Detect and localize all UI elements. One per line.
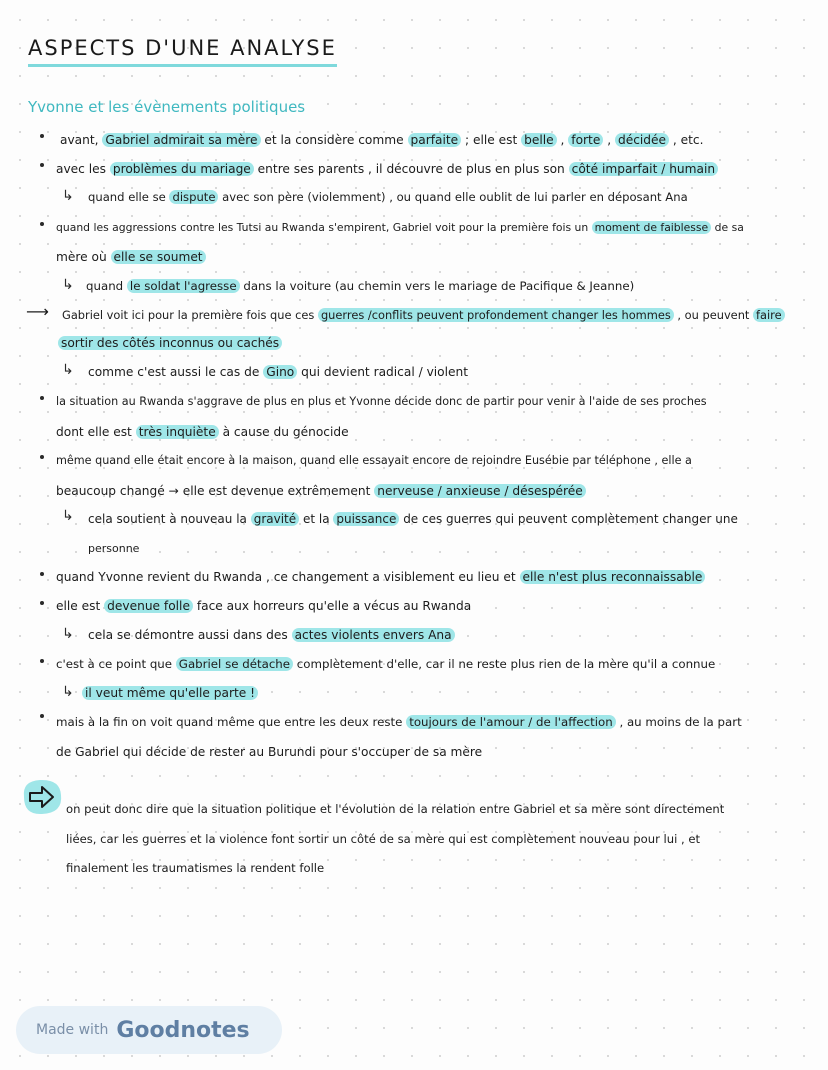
bullet-marker xyxy=(40,134,44,138)
right-arrow-icon: ⟶ xyxy=(26,302,49,321)
bullet-marker xyxy=(40,222,44,226)
note-line: avant, Gabriel admirait sa mère et la considère comme parfaite ; elle est belle , forte , décidée , etc. xyxy=(60,133,704,147)
note-line: la situation au Rwanda s'aggrave de plus en plus et Yvonne décide donc de partir pour venir à l'aide de ses proches xyxy=(56,395,707,408)
note-line: de Gabriel qui décide de rester au Burundi pour s'occuper de sa mère xyxy=(56,745,483,759)
note-line xyxy=(82,685,258,701)
bullet-marker xyxy=(40,455,44,459)
highlight: elle n'est plus reconnaissable xyxy=(520,570,706,584)
sub-arrow-icon: ↳ xyxy=(62,626,74,642)
bullet-marker xyxy=(40,714,44,718)
conclusion-line: on peut donc dire que la situation politique et l'évolution de la relation entre Gabriel et sa mère sont directement xyxy=(66,802,725,816)
highlight: elle se soumet xyxy=(111,250,206,264)
note-line: comme c'est aussi le cas de Gino qui devient radical / violent xyxy=(88,365,469,379)
note-line: elle est devenue folle face aux horreurs qu'elle a vécus au Rwanda xyxy=(56,599,472,613)
bullet-marker xyxy=(40,601,44,605)
sub-arrow-icon: ↳ xyxy=(62,508,74,524)
badge-prefix: Made with xyxy=(36,1022,109,1038)
sub-arrow-icon: ↳ xyxy=(62,684,74,700)
highlight: parfaite xyxy=(408,133,462,147)
conclusion-line: liées, car les guerres et la violence font sortir un côté de sa mère qui est complètement nouveau pour lui , et xyxy=(66,832,701,846)
highlight: belle xyxy=(521,133,557,147)
badge-brand: Goodnotes xyxy=(116,1017,250,1043)
highlight: sortir des côtés inconnus ou cachés xyxy=(58,336,282,350)
highlight: décidée xyxy=(615,133,669,147)
highlight: problèmes du mariage xyxy=(110,162,254,176)
note-line: c'est à ce point que Gabriel se détache complètement d'elle, car il ne reste plus rien de la mère qu'il a connue xyxy=(56,657,716,671)
note-line: dont elle est très inquiète à cause du génocide xyxy=(56,425,349,439)
highlight: le soldat l'agresse xyxy=(127,279,240,293)
bullet-marker xyxy=(40,659,44,663)
page-title: ASPECTS D'UNE ANALYSE xyxy=(28,36,337,67)
note-line: beaucoup changé → elle est devenue extrêmement nerveuse / anxieuse / désespérée xyxy=(56,483,586,499)
conclusion-arrow-icon xyxy=(20,777,64,817)
highlight: puissance xyxy=(333,512,399,526)
note-line: même quand elle était encore à la maison, quand elle essayait encore de rejoindre Eusébie par téléphone , elle a xyxy=(56,454,692,467)
bullet-marker xyxy=(40,396,44,400)
bullet-marker xyxy=(40,572,44,576)
arrow-icon: → xyxy=(168,484,179,498)
note-line: Gabriel voit ici pour la première fois que ces guerres /conflits peuvent profondement changer les hommes , ou peuvent faire xyxy=(62,307,785,323)
highlight: guerres /conflits peuvent profondement changer les hommes xyxy=(318,308,674,322)
highlight: actes violents envers Ana xyxy=(292,628,455,642)
note-line: mère où elle se soumet xyxy=(56,249,206,265)
bullet-marker xyxy=(40,163,44,167)
note-line: quand Yvonne revient du Rwanda , ce changement a visiblement eu lieu et elle n'est plus reconnaissable xyxy=(56,569,705,585)
note-line: mais à la fin on voit quand même que entre les deux reste toujours de l'amour / de l'affection , au moins de la part xyxy=(56,715,742,729)
note-line: cela soutient à nouveau la gravité et la puissance de ces guerres qui peuvent complètement changer une xyxy=(88,512,738,526)
highlight: faire xyxy=(753,308,785,322)
note-line: quand les aggressions contre les Tutsi au Rwanda s'empirent, Gabriel voit pour la première fois un moment de faiblesse de sa xyxy=(56,221,744,234)
note-line: quand elle se dispute avec son père (violemment) , ou quand elle oublit de lui parler en déposant Ana xyxy=(88,190,688,204)
conclusion-line: finalement les traumatismes la rendent folle xyxy=(66,861,325,875)
highlight: dispute xyxy=(169,190,218,204)
section-title: Yvonne et les évènements politiques xyxy=(28,98,306,116)
note-line: cela se démontre aussi dans des actes violents envers Ana xyxy=(88,627,455,643)
highlight: gravité xyxy=(251,512,299,526)
highlight: Gabriel se détache xyxy=(176,657,293,671)
sub-arrow-icon: ↳ xyxy=(62,362,74,378)
highlight: nerveuse / anxieuse / désespérée xyxy=(374,484,586,498)
highlight: Gino xyxy=(263,365,297,379)
note-line: quand le soldat l'agresse dans la voiture (au chemin vers le mariage de Pacifique & Jeanne) xyxy=(86,279,635,293)
note-line: personne xyxy=(88,542,140,555)
highlight: forte xyxy=(568,133,603,147)
highlight: il veut même qu'elle parte ! xyxy=(82,686,258,700)
highlight: Gabriel admirait sa mère xyxy=(102,133,260,147)
highlight: toujours de l'amour / de l'affection xyxy=(406,715,616,729)
note-line xyxy=(58,335,282,351)
highlight: très inquiète xyxy=(136,425,219,439)
sub-arrow-icon: ↳ xyxy=(62,277,74,293)
highlight: devenue folle xyxy=(104,599,193,613)
made-with-goodnotes-badge[interactable] xyxy=(16,1006,282,1054)
note-line: avec les problèmes du mariage entre ses parents , il découvre de plus en plus son côté imparfait / humain xyxy=(56,161,718,177)
highlight: moment de faiblesse xyxy=(592,221,712,234)
sub-arrow-icon: ↳ xyxy=(62,188,74,204)
highlight: côté imparfait / humain xyxy=(569,162,718,176)
